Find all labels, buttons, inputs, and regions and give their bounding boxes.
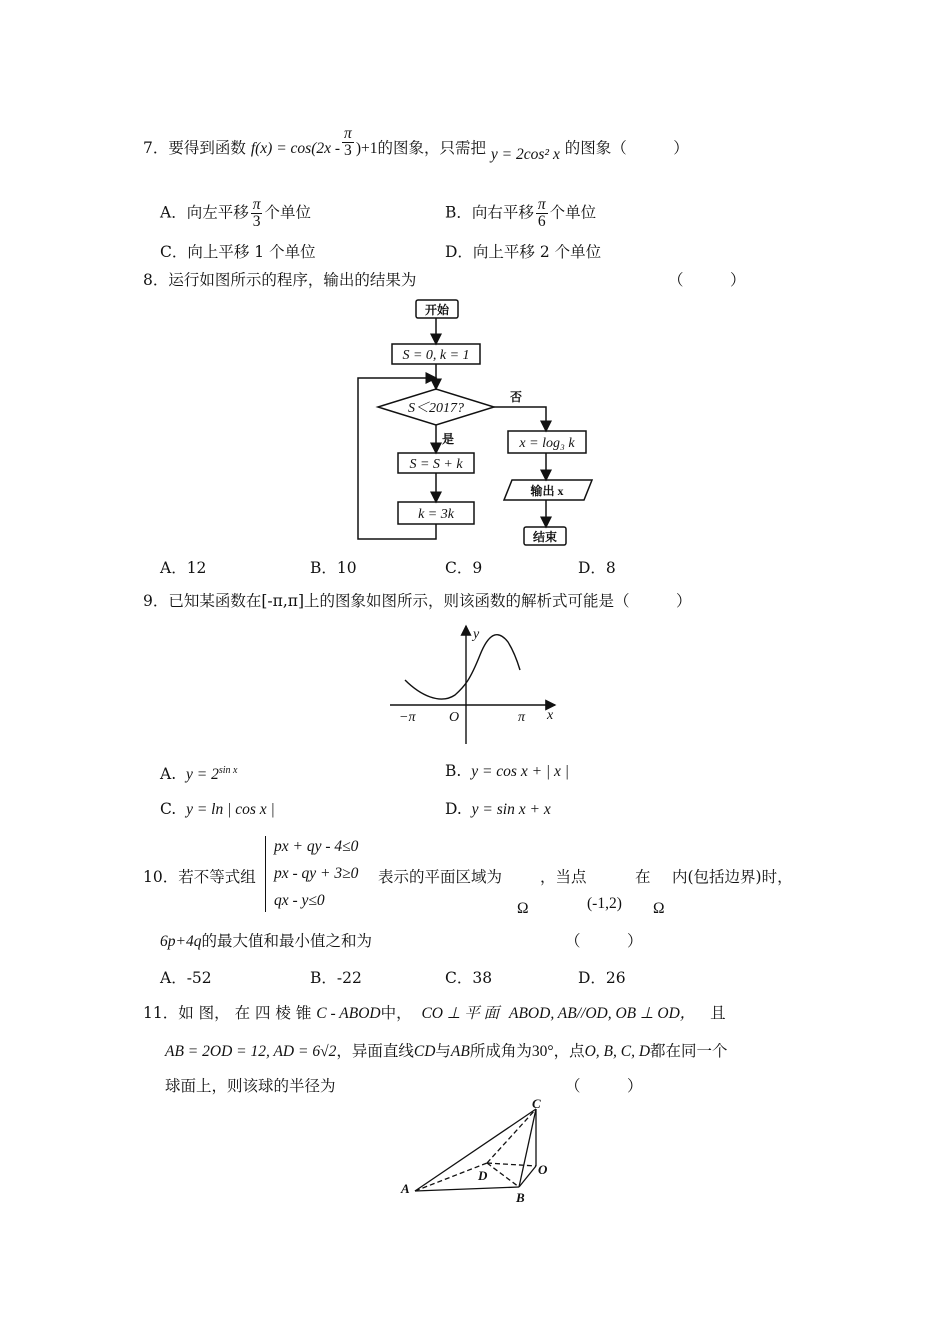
q7-stem-a: 要得到函数 bbox=[168, 139, 246, 157]
q10-inequality-1: px + qy - 4≤0 bbox=[274, 838, 359, 855]
q7-number: 7． bbox=[143, 139, 169, 157]
q10-option-d: D．26 bbox=[578, 969, 626, 987]
q10-line-b: 6p+4q的最大值和最小值之和为 bbox=[160, 932, 372, 950]
q8-option-a: A．12 bbox=[160, 559, 207, 577]
q10-number: 10．若不等式组 bbox=[143, 868, 256, 886]
q9-option-b: B. y = cos x + | x | bbox=[445, 762, 570, 780]
q11-label-d: D bbox=[478, 1168, 488, 1183]
q10-omega-2: Ω bbox=[653, 900, 665, 917]
q7-stem-c: 的图象（ ） bbox=[564, 139, 689, 157]
q10-text-c: 在 bbox=[635, 868, 651, 886]
q8-stem: 8．运行如图所示的程序，输出的结果为 bbox=[143, 271, 417, 289]
flow-compute-x-label: x = log₃ k bbox=[519, 436, 575, 451]
q10-option-b: B．-22 bbox=[310, 969, 362, 987]
q11-label-b: B bbox=[516, 1190, 525, 1205]
q11-line-2: AB = 2OD = 12, AD = 6√2，异面直线CD与AB所成角为30°，点O, B, C, D都在同一个 bbox=[165, 1042, 728, 1060]
q7-option-a-fraction: $\frac{\pi}{3}$ bbox=[252, 196, 261, 230]
flow-start-label: 开始 bbox=[424, 303, 450, 317]
q7-function-tail: )+1 bbox=[355, 140, 378, 157]
flow-no-label: 否 bbox=[510, 390, 523, 404]
q10-text-b: ，当点 bbox=[540, 868, 587, 886]
q8-option-b: B．10 bbox=[310, 559, 357, 577]
q11-label-a: A bbox=[401, 1181, 410, 1196]
q7-target-function: y = 2cos² x bbox=[490, 146, 560, 163]
q11-pyramid-figure bbox=[395, 1096, 560, 1206]
q7-option-b-fraction: $\frac{\pi}{6}$ bbox=[537, 196, 546, 230]
flow-output-label: 输出 x bbox=[530, 484, 564, 498]
q7-option-c: C．向上平移 1 个单位 bbox=[160, 243, 316, 261]
flow-end-label: 结束 bbox=[532, 530, 558, 544]
q9-y-label: y bbox=[473, 627, 480, 642]
flow-yes-label: 是 bbox=[442, 432, 455, 446]
q9-curve bbox=[405, 635, 520, 699]
q7-function: f(x) = cos(2x - bbox=[250, 140, 341, 157]
q7-fraction: $\frac{\pi}{3}$ bbox=[344, 124, 352, 159]
q10-option-a: A．-52 bbox=[160, 969, 212, 987]
q7-option-a: A．向左平移 $\frac{\pi}{3}$ 个单位 bbox=[160, 196, 311, 230]
q10-inequality-2: px - qy + 3≥0 bbox=[274, 865, 359, 882]
q10-text-d: 内(包括边界)时， bbox=[672, 868, 793, 886]
q10-inequality-3: qx - y≤0 bbox=[274, 892, 325, 909]
q7-stem-line bbox=[143, 124, 689, 163]
flow-update-k-label: k = 3k bbox=[418, 507, 454, 522]
q9-neg-pi-label: −π bbox=[399, 710, 416, 725]
q9-x-label: x bbox=[547, 708, 554, 723]
q9-option-d: D. y = sin x + x bbox=[445, 800, 551, 818]
q11-label-c: C bbox=[532, 1096, 541, 1111]
q8-answer-paren: （ ） bbox=[668, 271, 746, 289]
q10-answer-paren: （ ） bbox=[565, 932, 643, 950]
flow-update-s-label: S = S + k bbox=[409, 457, 463, 472]
q11-label-o: O bbox=[538, 1162, 548, 1177]
q7-stem-b: 的图象，只需把 bbox=[377, 139, 486, 157]
q8-option-c: C．9 bbox=[445, 559, 483, 577]
q10-option-c: C．38 bbox=[445, 969, 493, 987]
q9-option-a: A. $y = 2^{sin x}$ bbox=[160, 765, 238, 784]
q9-option-c: C. y = ln | cos x | bbox=[160, 800, 275, 818]
q11-answer-paren: （ ） bbox=[565, 1077, 643, 1095]
flow-condition-label: S＜2017? bbox=[408, 401, 464, 416]
flow-init-label: S = 0, k = 1 bbox=[402, 348, 470, 363]
q11-line-1: 11．如 图， 在 四 棱 锥 C - ABOD中， CO ⊥ 平 面 ABOD, AB//OD, OB ⊥ OD， 且 bbox=[143, 1004, 726, 1022]
q9-pi-label: π bbox=[518, 710, 526, 725]
q9-function-graph bbox=[385, 620, 565, 748]
q10-omega-1: Ω bbox=[517, 900, 529, 917]
q10-system-brace bbox=[265, 836, 266, 912]
q7-option-d: D．向上平移 2 个单位 bbox=[445, 243, 602, 261]
q9-origin-label: O bbox=[449, 710, 460, 725]
q8-flowchart bbox=[340, 295, 610, 550]
q7-option-b: B．向右平移 $\frac{\pi}{6}$ 个单位 bbox=[445, 196, 597, 230]
q11-line-3: 球面上，则该球的半径为 bbox=[165, 1077, 336, 1095]
q10-point: (-1,2) bbox=[587, 895, 622, 912]
q8-option-d: D．8 bbox=[578, 559, 616, 577]
q9-stem: 9．已知某函数在[-π,π]上的图象如图所示，则该函数的解析式可能是（ ） bbox=[143, 592, 692, 610]
q10-text-a: 表示的平面区域为 bbox=[378, 868, 503, 886]
